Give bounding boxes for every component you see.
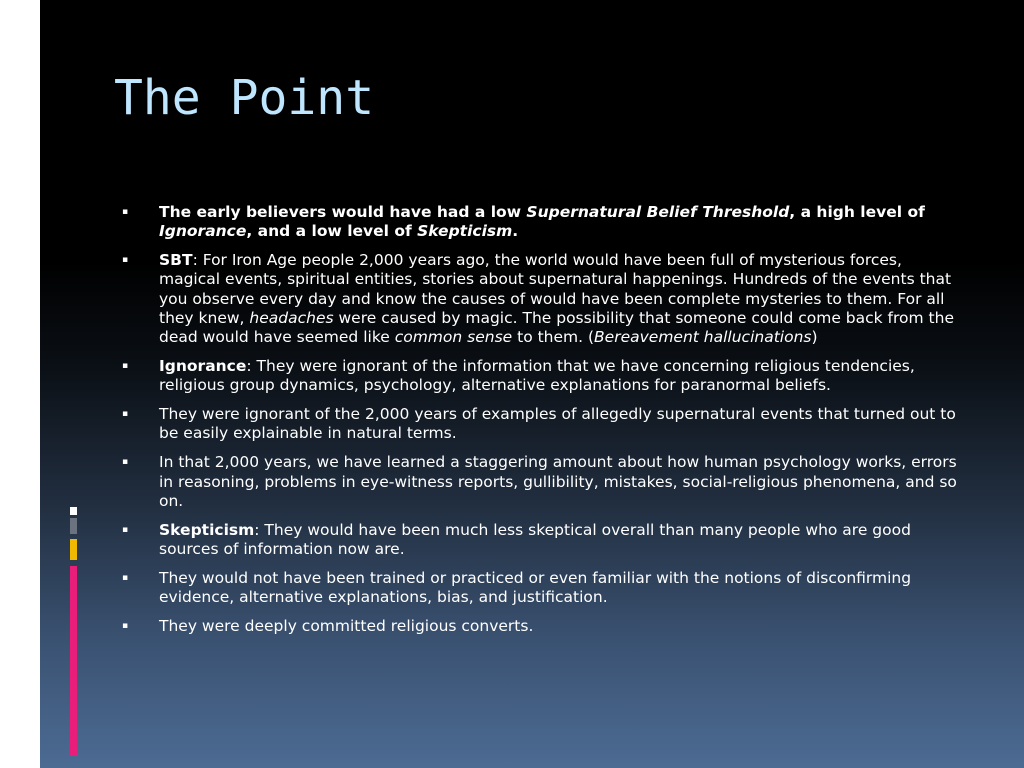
bullet-text [159, 521, 911, 558]
bullet-text [159, 453, 957, 510]
bullet-text-run: Supernatural Belief Threshold [526, 203, 790, 221]
bullet-text [159, 251, 954, 346]
bullet-text-run: : They would have been much less skeptical overall than many people who are good sources of information now are. [159, 520, 911, 558]
bullet-text-run: . [512, 222, 519, 241]
bullet-marker-icon: ▪ [122, 572, 129, 583]
bullet-text [159, 357, 915, 394]
accent-bar-white [70, 507, 77, 515]
bullet-item [120, 357, 965, 396]
bullet-text-run: headaches [249, 308, 334, 327]
bullet-text-run: : For Iron Age people 2,000 years ago, the world would have been full of mysterious forces, magical events, spiritual entities, stories about supernatural happenings. Hundreds of the events that you observe every day and know the causes of would have been complete mysteries to them. For all they knew, [159, 251, 952, 327]
bullet-item [120, 203, 965, 242]
bullet-text [159, 569, 911, 606]
bullet-item [120, 521, 965, 560]
bullet-text-run: SBT [159, 251, 193, 270]
accent-bar-pink [70, 566, 77, 756]
bullet-text-run: : They were ignorant of the information that we have concerning religious tendencies, religious group dynamics, psychology, alternative explanations for paranormal beliefs. [159, 357, 915, 395]
bullet-text [159, 617, 533, 635]
bullet-marker-icon: ▪ [122, 457, 129, 468]
bullet-text-run: Bereavement hallucinations [594, 328, 812, 347]
bullet-text-run: In that 2,000 years, we have learned a staggering amount about how human psychology works, errors in reasoning, problems in eye-witness reports, gullibility, mistakes, social-religious phenomena, and so on. [159, 453, 957, 510]
bullet-item [120, 453, 965, 511]
bullet-text-run: Skepticism [417, 222, 513, 241]
bullet-text-run: The early believers would have had a low [159, 203, 527, 221]
bullet-item [120, 617, 965, 636]
bullet-text-run: to them. ( [512, 328, 595, 347]
bullet-marker-icon: ▪ [122, 524, 129, 535]
accent-bar-gray [70, 518, 77, 534]
left-margin-strip [0, 0, 40, 768]
bullet-list [120, 203, 965, 646]
bullet-text-run: They would not have been trained or practiced or even familiar with the notions of disconfirming evidence, alternative explanations, bias, and justification. [159, 568, 912, 607]
bullet-text-run: , and a low level of [246, 222, 418, 241]
bullet-text-run: Ignorance [159, 357, 247, 376]
bullet-text-run: Ignorance [159, 222, 247, 241]
bullet-text-run: They were ignorant of the 2,000 years of examples of allegedly supernatural events that turned out to be easily explainable in natural terms. [159, 405, 956, 443]
bullet-marker-icon: ▪ [122, 361, 129, 372]
bullet-text-run: Skepticism [159, 520, 255, 539]
bullet-marker-icon: ▪ [122, 255, 129, 266]
bullet-text-run: were caused by magic. The possibility that someone could come back from the dead would have seemed like [159, 308, 954, 347]
bullet-text [159, 405, 956, 442]
accent-bar-yellow [70, 539, 77, 560]
bullet-text-run: , a high level of [789, 203, 925, 221]
bullet-text-run: common sense [394, 328, 513, 347]
bullet-text [159, 203, 925, 240]
bullet-text-run: They were deeply committed religious converts. [159, 616, 534, 635]
slide-title: The Point [114, 70, 375, 126]
bullet-item [120, 569, 965, 608]
bullet-item [120, 405, 965, 444]
bullet-marker-icon: ▪ [122, 207, 129, 217]
bullet-marker-icon: ▪ [122, 620, 129, 631]
bullet-text-run: ) [811, 328, 818, 347]
bullet-item [120, 251, 965, 347]
bullet-marker-icon: ▪ [122, 409, 129, 420]
